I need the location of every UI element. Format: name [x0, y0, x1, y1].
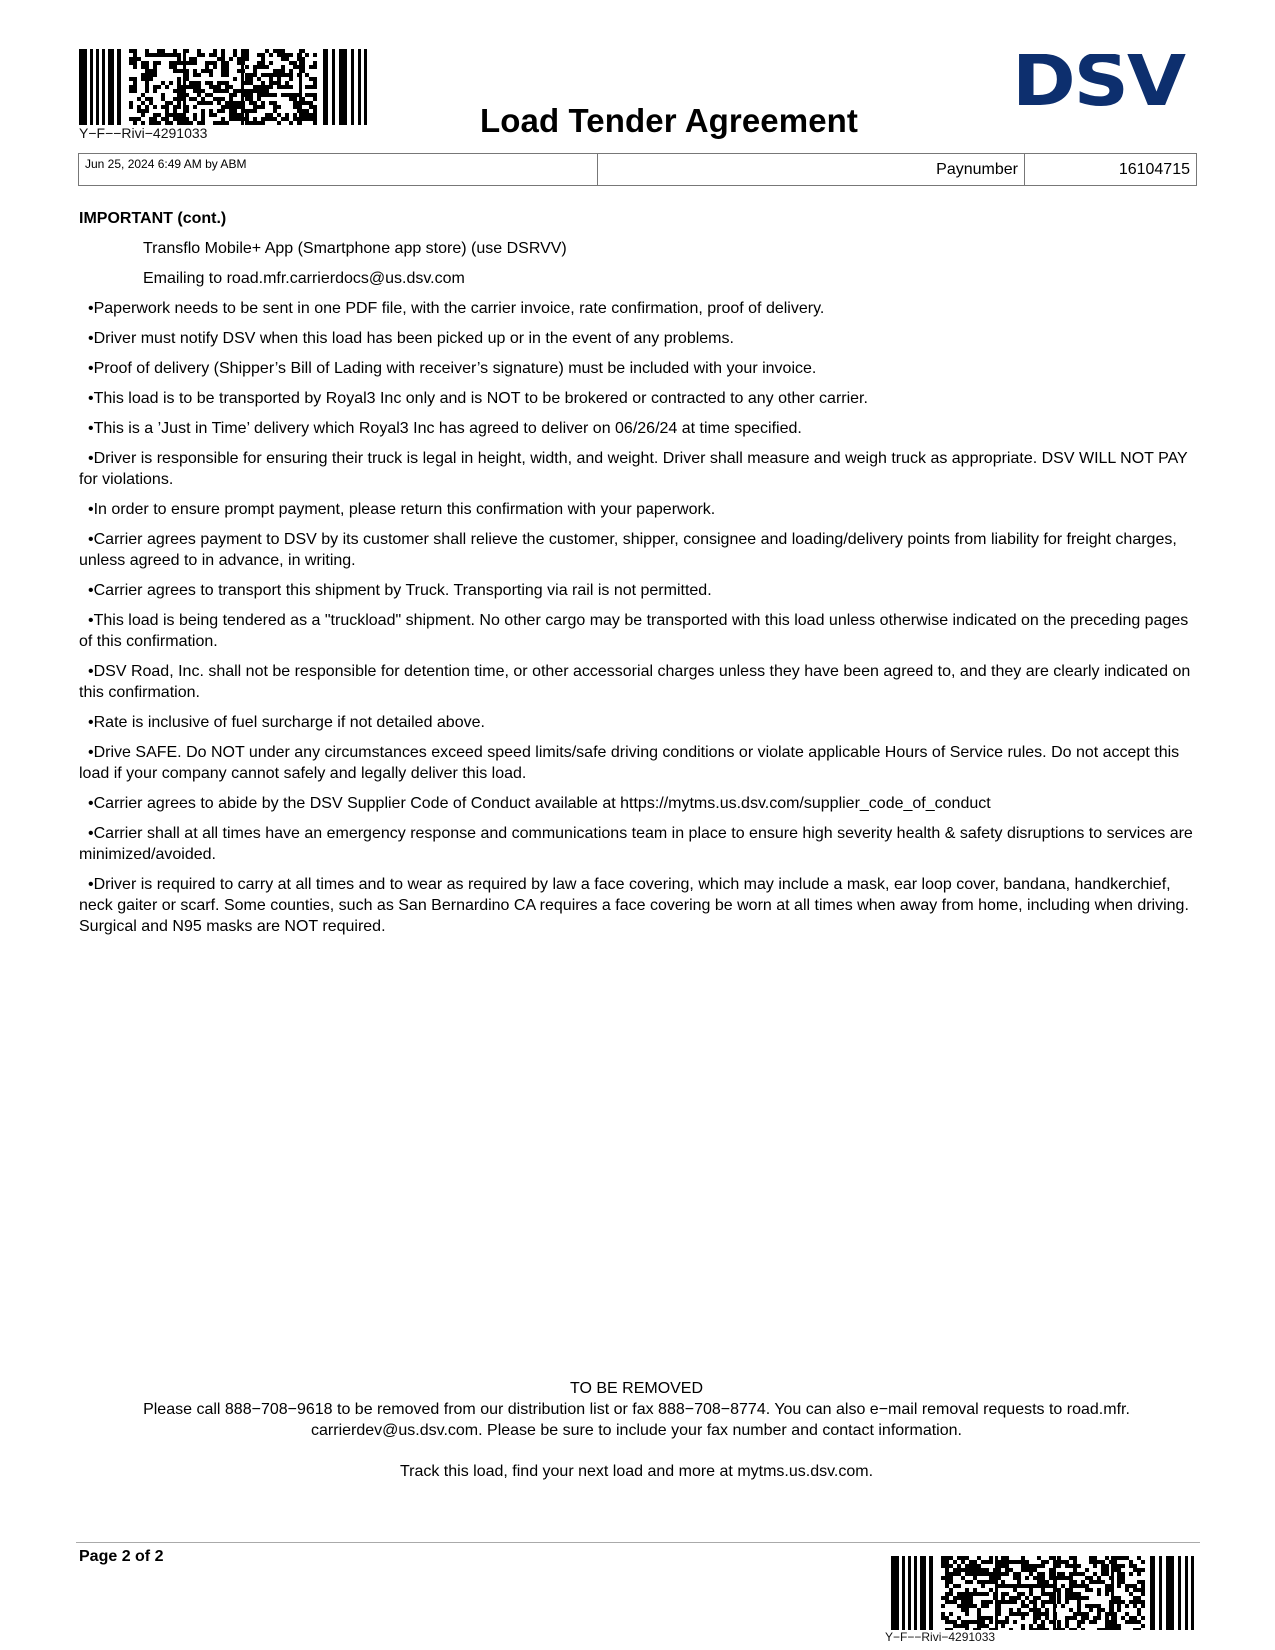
bullet-marker: •: [88, 330, 94, 347]
terms-bullet: [79, 580, 1194, 601]
removal-line: carrierdev@us.dsv.com. Please be sure to include your fax number and contact information.: [311, 1422, 962, 1439]
bullet-text: Drive SAFE. Do NOT under any circumstances exceed speed limits/safe driving conditions or violate applicable Hours of Service rules. Do not accept this load if your company cannot safely and legally deliver this load.: [79, 744, 1180, 782]
bullet-marker: •: [88, 876, 94, 893]
page-number: Page 2 of 2: [79, 1548, 164, 1565]
dsv-logo: [1010, 54, 1186, 110]
bullet-marker: •: [88, 714, 94, 731]
terms-bullet: [79, 529, 1194, 571]
bullet-marker: •: [88, 450, 94, 467]
track-load-line: Track this load, find your next load and more at mytms.us.dsv.com.: [399, 1463, 874, 1480]
bullet-text: Carrier agrees payment to DSV by its customer shall relieve the customer, shipper, consignee and loading/delivery points from liability for freight charges, unless agreed to in advance, in writing.: [79, 531, 1177, 569]
bullet-marker: •: [88, 360, 94, 377]
section-title: IMPORTANT (cont.): [79, 210, 227, 227]
terms-bullet-list: [79, 298, 1194, 937]
bullet-text: This load is to be transported by Royal3 Inc only and is NOT to be brokered or contracted to any other carrier.: [93, 390, 868, 407]
removal-line: Please call 888−708−9618 to be removed from our distribution list or fax 888−708−8774. You can also e−mail removal requests to road.mfr.: [143, 1401, 1130, 1418]
bullet-marker: •: [88, 501, 94, 518]
bullet-marker: •: [88, 531, 94, 548]
bullet-marker: •: [88, 300, 94, 317]
bullet-marker: •: [88, 612, 94, 629]
bullet-text: Driver is responsible for ensuring their truck is legal in height, width, and weight. Driver shall measure and weigh truck as appropriate. DSV WILL NOT PAY for violations.: [79, 450, 1188, 488]
bullet-text: Rate is inclusive of fuel surcharge if not detailed above.: [93, 714, 485, 731]
dsv-logo-text: DSV: [1012, 54, 1186, 110]
paynumber-label: Paynumber: [598, 154, 1025, 186]
terms-bullet: [79, 742, 1194, 784]
terms-bullet: [79, 874, 1194, 937]
terms-bullet: [79, 448, 1194, 490]
document-title: Load Tender Agreement: [480, 102, 858, 139]
doc-submission-option: Transflo Mobile+ App (Smartphone app store) (use DSRVV): [143, 240, 567, 257]
bullet-marker: •: [88, 390, 94, 407]
terms-section: [79, 208, 1194, 946]
paynumber-value: 16104715: [1025, 154, 1197, 186]
terms-bullet: [79, 823, 1194, 865]
header-barcode: [79, 49, 369, 125]
bullet-marker: •: [88, 825, 94, 842]
terms-bullet: [79, 712, 1194, 733]
bullet-text: In order to ensure prompt payment, please return this confirmation with your paperwork.: [93, 501, 716, 518]
terms-bullet: [79, 298, 1194, 319]
bullet-marker: •: [88, 795, 94, 812]
bullet-text: Paperwork needs to be sent in one PDF file, with the carrier invoice, rate confirmation, proof of delivery.: [93, 300, 825, 317]
removal-notice: [79, 1378, 1194, 1482]
bullet-text: Carrier shall at all times have an emergency response and communications team in place to ensure high severity health & safety disruptions to services are minimized/avoided.: [79, 825, 1193, 863]
bullet-marker: •: [88, 744, 94, 761]
terms-bullet: [79, 388, 1194, 409]
bullet-marker: •: [88, 420, 94, 437]
terms-bullet: [79, 661, 1194, 703]
terms-bullet: [79, 418, 1194, 439]
bullet-text: Carrier agrees to abide by the DSV Supplier Code of Conduct available at https://mytms.us.dsv.com/supplier_code_of_conduct: [93, 795, 991, 812]
bullet-text: Driver is required to carry at all times and to wear as required by law a face covering, which may include a mask, ear loop cover, bandana, handkerchief, neck gaiter or scarf. Some counties, such as San Bernardino CA requires a face covering be worn at all times when away from home, including when driving. Surgical and N95 masks are NOT required.: [79, 876, 1189, 935]
terms-bullet: [79, 793, 1194, 814]
header-barcode-id: Y−F−−Rivi−4291033: [79, 125, 208, 141]
footer-divider: [76, 1542, 1200, 1543]
bullet-text: Driver must notify DSV when this load has been picked up or in the event of any problems.: [93, 330, 734, 347]
footer-barcode-id: Y−F−−Rivi−4291033: [885, 1630, 996, 1644]
doc-submission-option: Emailing to road.mfr.carrierdocs@us.dsv.com: [143, 270, 465, 287]
removal-title: TO BE REMOVED: [569, 1380, 704, 1397]
issue-date-cell: Jun 25, 2024 6:49 AM by ABM: [79, 154, 598, 186]
bullet-text: Carrier agrees to transport this shipment by Truck. Transporting via rail is not permitted.: [93, 582, 712, 599]
bullet-marker: •: [88, 663, 94, 680]
bullet-text: This is a ’Just in Time’ delivery which Royal3 Inc has agreed to deliver on 06/26/24 at time specified.: [93, 420, 802, 437]
bullet-text: DSV Road, Inc. shall not be responsible for detention time, or other accessorial charges unless they have been agreed to, and they are clearly indicated on this confirmation.: [79, 663, 1191, 701]
bullet-marker: •: [88, 582, 94, 599]
bullet-text: This load is being tendered as a "truckload" shipment. No other cargo may be transported with this load unless otherwise indicated on the preceding pages of this confirmation.: [79, 612, 1189, 650]
header-info-table: [78, 153, 1197, 186]
terms-bullet: [79, 610, 1194, 652]
bullet-text: Proof of delivery (Shipper’s Bill of Lading with receiver’s signature) must be included with your invoice.: [93, 360, 817, 377]
terms-bullet: [79, 328, 1194, 349]
terms-bullet: [79, 499, 1194, 520]
terms-bullet: [79, 358, 1194, 379]
footer-barcode: [891, 1556, 1196, 1630]
